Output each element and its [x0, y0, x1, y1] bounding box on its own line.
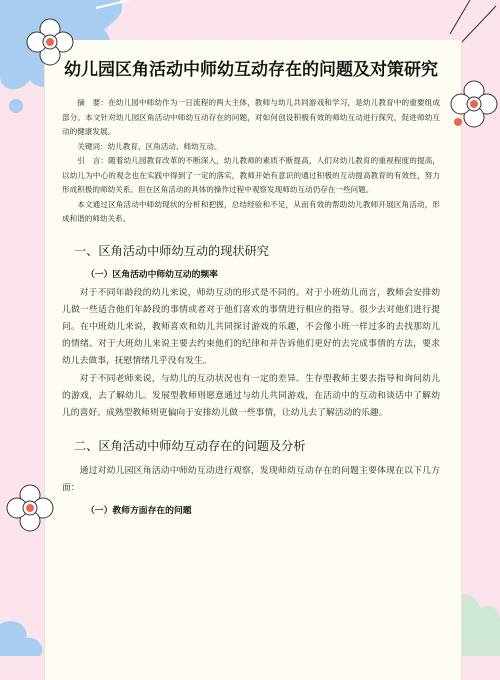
keywords: 关键词：幼儿教育、区角活动、师幼互动。 [77, 141, 222, 151]
introduction: 引 言：随着幼儿园教育改革的不断深入，幼儿教师的素质不断提高，人们对幼儿教育的重视程度的提高，以幼儿为中心的观念也在实践中得到了一定的落实，教师开始有意识的通过积极的互动提高教育的有效性，努力形成积极的师幼关系。但在区角活动的具体的操作过程中观察发现师幼互动仍存在一些问题。 [62, 156, 440, 194]
paragraph: 对于不同老师来说，与幼儿的互动状况也有一定的差异。生存型教师主要去指导和询问幼儿的游戏，去了解幼儿。发展型教师则愿意通过与幼儿共同游戏，在活动中的互动和谈话中了解幼儿的喜好。成熟型教师则更偏向于安排幼儿做一些事情，让幼儿去了解活动的乐趣。 [62, 373, 440, 418]
flower-icon [448, 78, 500, 130]
introduction-summary: 本文通过区角活动中师幼现状的分析和把握，总结经验和不足，从而有效的帮助幼儿教师开展区角活动，形成和谐的师幼关系。 [62, 199, 440, 223]
subsection-heading-2-1: （一）教师方面存在的问题 [86, 505, 192, 516]
section-heading-1: 一、区角活动中师幼互动的现状研究 [74, 243, 269, 258]
document-content [62, 58, 440, 521]
section-heading-2: 二、区角活动中师幼互动存在的问题及分析 [74, 439, 306, 454]
flower-icon [4, 482, 56, 534]
subsection-heading-1-1: （一）区角活动中师幼互动的频率 [86, 269, 218, 280]
paragraph: 通过对幼儿园区角活动中师幼互动进行观察，发现师幼互动存在的问题主要体现在以下几方面： [62, 466, 440, 494]
document-title: 幼儿园区角活动中师幼互动存在的问题及对策研究 [64, 60, 438, 80]
abstract: 摘 要：在幼儿园中师幼作为一日流程的两大主体，教师与幼儿共同游戏和学习，是幼儿教育中的重要组成部分。本文针对幼儿园区角活动中师幼互动存在的问题，对如何创设积极有效的师幼互动进行探究，促进师幼互动的健康发展。 [62, 98, 440, 136]
paragraph: 对于不同年龄段的幼儿来说，师幼互动的形式是不同的。对于小班幼儿而言，教师会安排幼儿做一些适合他们年龄段的事情或者对于他们喜欢的事情进行相应的指导。很少去对他们进行提问。在中班幼儿来说，教师喜欢和幼儿共同探讨游戏的乐趣，不会像小班一样过多的去找那幼儿的情绪。对于大班幼儿来说主要去约束他们的纪律和并告诉他们更好的去完成事情的方法，要求幼儿去做事，抚慰情绪几乎没有发生。 [62, 287, 440, 367]
